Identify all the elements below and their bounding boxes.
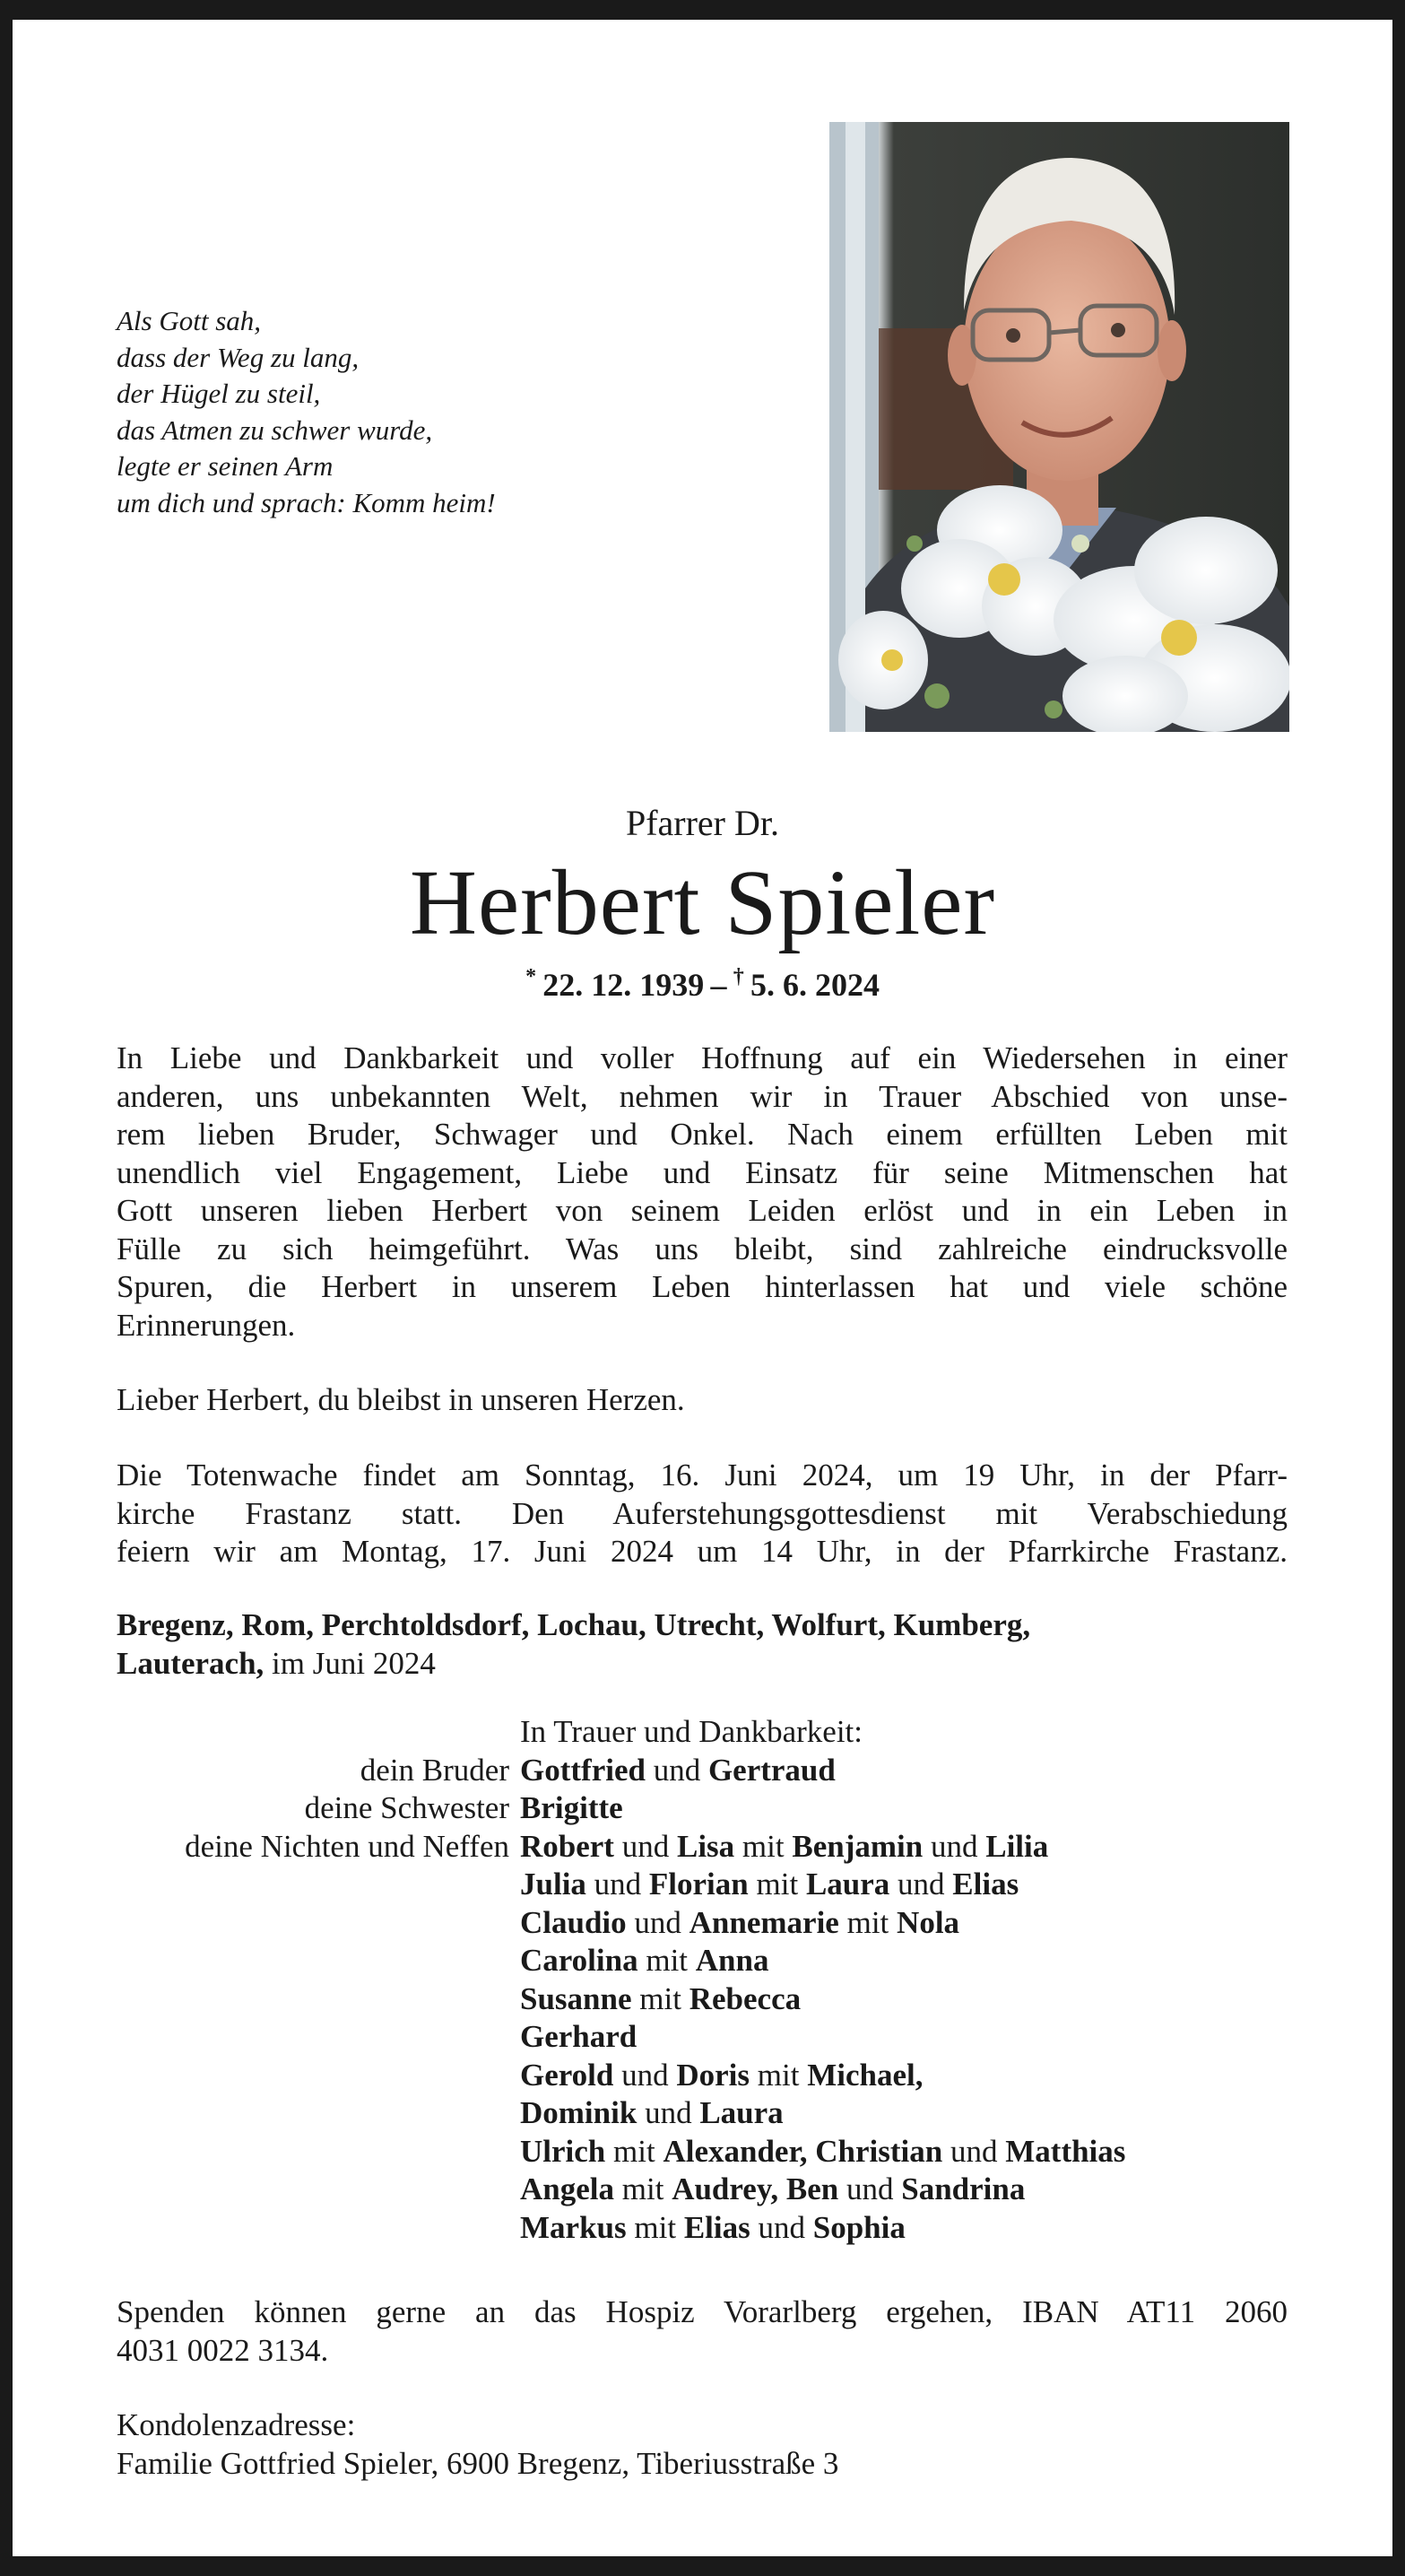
condolence-block [117, 2406, 1288, 2483]
family-names [520, 2133, 1309, 2171]
donation-paragraph [117, 2293, 1288, 2370]
date-separator: – [710, 967, 727, 1003]
family-row [117, 2094, 1309, 2133]
family-member-name: Elias [683, 2209, 750, 2245]
connector-text: mit [838, 1904, 898, 1940]
text-line: Spuren, die Herbert in unserem Leben hinterlassen hat und viele schöne [117, 1269, 1288, 1304]
family-member-name: Matthias [1005, 2133, 1126, 2169]
condolence-address: Familie Gottfried Spieler, 6900 Bregenz, Tiberiusstraße 3 [117, 2445, 839, 2481]
family-member-name: Robert [520, 1828, 614, 1864]
family-names [520, 1904, 1309, 1943]
family-member-name: Sandrina [901, 2171, 1026, 2206]
family-member-name: Alexander, Christian [663, 2133, 943, 2169]
connector-text: mit [605, 2133, 663, 2169]
family-member-name: Nola [897, 1904, 960, 1940]
connector-text: und [889, 1867, 953, 1902]
family-member-name: Ulrich [520, 2133, 606, 2169]
family-relation [117, 1980, 520, 2019]
family-member-name: Gertraud [707, 1752, 836, 1788]
family-row [117, 1752, 1309, 1790]
family-member-name: Rebecca [689, 1980, 802, 2016]
family-names [520, 2171, 1309, 2209]
connector-text: und [942, 2133, 1006, 2169]
text-line: Erinnerungen. [117, 1307, 296, 1343]
portrait-photo-image [829, 122, 1289, 732]
intro-paragraph [117, 1040, 1288, 1345]
family-row [117, 1904, 1309, 1943]
deceased-name: Herbert Spieler [409, 851, 996, 954]
connector-text: mit [626, 2209, 684, 2245]
family-row [117, 1942, 1309, 1980]
family-row [117, 1828, 1309, 1867]
poem-line: der Hügel zu steil, [117, 378, 321, 409]
connector-text: und [626, 1904, 689, 1940]
connector-text: und [750, 2209, 813, 2245]
birth-date: 22. 12. 1939 [542, 967, 705, 1003]
text-line: Fülle zu sich heimgeführt. Was uns bleibt, sind zahlreiche eindrucksvolle [117, 1231, 1288, 1266]
family-member-name: Carolina [520, 1943, 638, 1978]
text-line: 4031 0022 3134. [117, 2332, 329, 2368]
poem-line: Als Gott sah, [117, 305, 262, 336]
portrait-photo [829, 122, 1289, 732]
places-last: Lauterach, [117, 1645, 265, 1681]
text-line: Gott unseren lieben Herbert von seinem Leiden erlöst und in ein Leben in [117, 1193, 1288, 1228]
family-relation [117, 1866, 520, 1904]
family-relation: deine Schwester [304, 1790, 509, 1825]
family-member-name: Elias [952, 1867, 1019, 1902]
condolence-label: Kondolenzadresse: [117, 2407, 356, 2442]
family-relation [117, 2094, 520, 2133]
connector-text: mit [614, 2171, 672, 2206]
text-line: Die Totenwache findet am Sonntag, 16. Juni 2024, um 19 Uhr, in der Pfarr- [117, 1458, 1288, 1493]
family-member-name: Laura [805, 1867, 890, 1902]
connector-text: und [645, 1752, 708, 1788]
family-member-name: Laura [699, 2095, 784, 2130]
poem-line: das Atmen zu schwer wurde, [117, 413, 433, 446]
farewell-line: Lieber Herbert, du bleibst in unseren Herzen. [117, 1382, 685, 1417]
family-member-name: Benjamin [792, 1828, 924, 1864]
poem-line: legte er seinen Arm [117, 450, 334, 482]
family-member-name: Anna [695, 1943, 769, 1978]
connector-text: und [585, 1867, 649, 1902]
death-date: 5. 6. 2024 [750, 967, 880, 1003]
connector-text: und [923, 1828, 986, 1864]
family-names [520, 1866, 1309, 1904]
family-names [520, 1980, 1309, 2019]
family-row [117, 1789, 1309, 1828]
family-member-name: Dominik [520, 2095, 637, 2130]
family-member-name: Doris [676, 2057, 750, 2093]
family-member-name: Julia [520, 1867, 586, 1902]
family-names [520, 2094, 1309, 2133]
text-line: Spenden können gerne an das Hospiz Vorarlberg ergehen, IBAN AT11 2060 [117, 2294, 1288, 2329]
text-line: kirche Frastanz statt. Den Auferstehungsgottesdienst mit Verabschiedung [117, 1495, 1288, 1531]
family-member-name: Lilia [985, 1828, 1049, 1864]
family-names [520, 2209, 1309, 2248]
family-row [117, 1980, 1309, 2019]
connector-text: und [613, 1828, 677, 1864]
places-line: Bregenz, Rom, Perchtoldsdorf, Lochau, Utrecht, Wolfurt, Kumberg, [117, 1607, 1031, 1642]
text-line: In Liebe und Dankbarkeit und voller Hoffnung auf ein Wiedersehen in einer [117, 1040, 1288, 1075]
connector-text: mit [631, 1980, 689, 2016]
title-prefix: Pfarrer Dr. [625, 803, 780, 843]
family-relation [117, 2057, 520, 2095]
family-names [520, 1789, 1309, 1828]
family-member-name: Angela [520, 2171, 614, 2206]
family-relation [117, 1942, 520, 1980]
family-member-name: Lisa [676, 1828, 735, 1864]
family-member-name: Michael, [807, 2057, 924, 2093]
family-member-name: Gottfried [520, 1752, 646, 1788]
death-symbol: † [733, 965, 744, 988]
family-row [117, 2133, 1309, 2171]
family-member-name: Brigitte [520, 1790, 623, 1825]
connector-text: mit [637, 1943, 696, 1978]
text-line: rem lieben Bruder, Schwager und Onkel. Nach einem erfüllten Leben mit [117, 1117, 1288, 1152]
family-row [117, 2209, 1309, 2248]
poem [117, 303, 672, 521]
family-relation [117, 2171, 520, 2209]
family-list [117, 1713, 1309, 2247]
family-row [117, 2018, 1309, 2057]
places-paragraph [117, 1606, 1288, 1683]
date-place: im Juni 2024 [264, 1645, 436, 1681]
family-row [117, 2171, 1309, 2209]
family-names [520, 2057, 1309, 2095]
family-relation [117, 2133, 520, 2171]
family-names [520, 2018, 1309, 2057]
family-relation: dein Bruder [360, 1752, 509, 1788]
text-line: feiern wir am Montag, 17. Juni 2024 um 14 Uhr, in der Pfarrkirche Frastanz. [117, 1534, 1288, 1569]
birth-symbol: * [525, 965, 537, 988]
family-relation [117, 1904, 520, 1943]
connector-text: mit [750, 2057, 808, 2093]
family-relation: deine Nichten und Neffen [185, 1828, 509, 1864]
family-member-name: Markus [520, 2209, 627, 2245]
family-heading-row [117, 1713, 1309, 1752]
text-line: anderen, uns unbekannten Welt, nehmen wir in Trauer Abschied von unse- [117, 1078, 1288, 1114]
poem-line: dass der Weg zu lang, [117, 341, 360, 373]
poem-line: um dich und sprach: Komm heim! [117, 486, 496, 518]
connector-text: und [838, 2171, 902, 2206]
family-heading: In Trauer und Dankbarkeit: [520, 1714, 863, 1749]
family-member-name: Sophia [812, 2209, 906, 2245]
family-member-name: Gerhard [520, 2019, 637, 2054]
connector-text: und [613, 2057, 677, 2093]
family-relation [117, 2018, 520, 2057]
family-member-name: Susanne [520, 1980, 632, 2016]
family-member-name: Audrey, Ben [672, 2171, 839, 2206]
family-row [117, 2057, 1309, 2095]
text-line: unendlich viel Engagement, Liebe und Einsatz für seine Mitmenschen hat [117, 1154, 1288, 1190]
connector-text: mit [748, 1867, 806, 1902]
family-names [520, 1752, 1309, 1790]
family-names [520, 1942, 1309, 1980]
connector-text: und [637, 2095, 700, 2130]
service-paragraph [117, 1457, 1288, 1571]
family-member-name: Claudio [520, 1904, 627, 1940]
family-member-name: Gerold [520, 2057, 614, 2093]
connector-text: mit [734, 1828, 793, 1864]
family-relation [117, 2209, 520, 2248]
family-row [117, 1866, 1309, 1904]
family-member-name: Annemarie [689, 1904, 839, 1940]
family-names [520, 1828, 1309, 1867]
family-member-name: Florian [648, 1867, 749, 1902]
life-dates [0, 965, 1405, 1004]
